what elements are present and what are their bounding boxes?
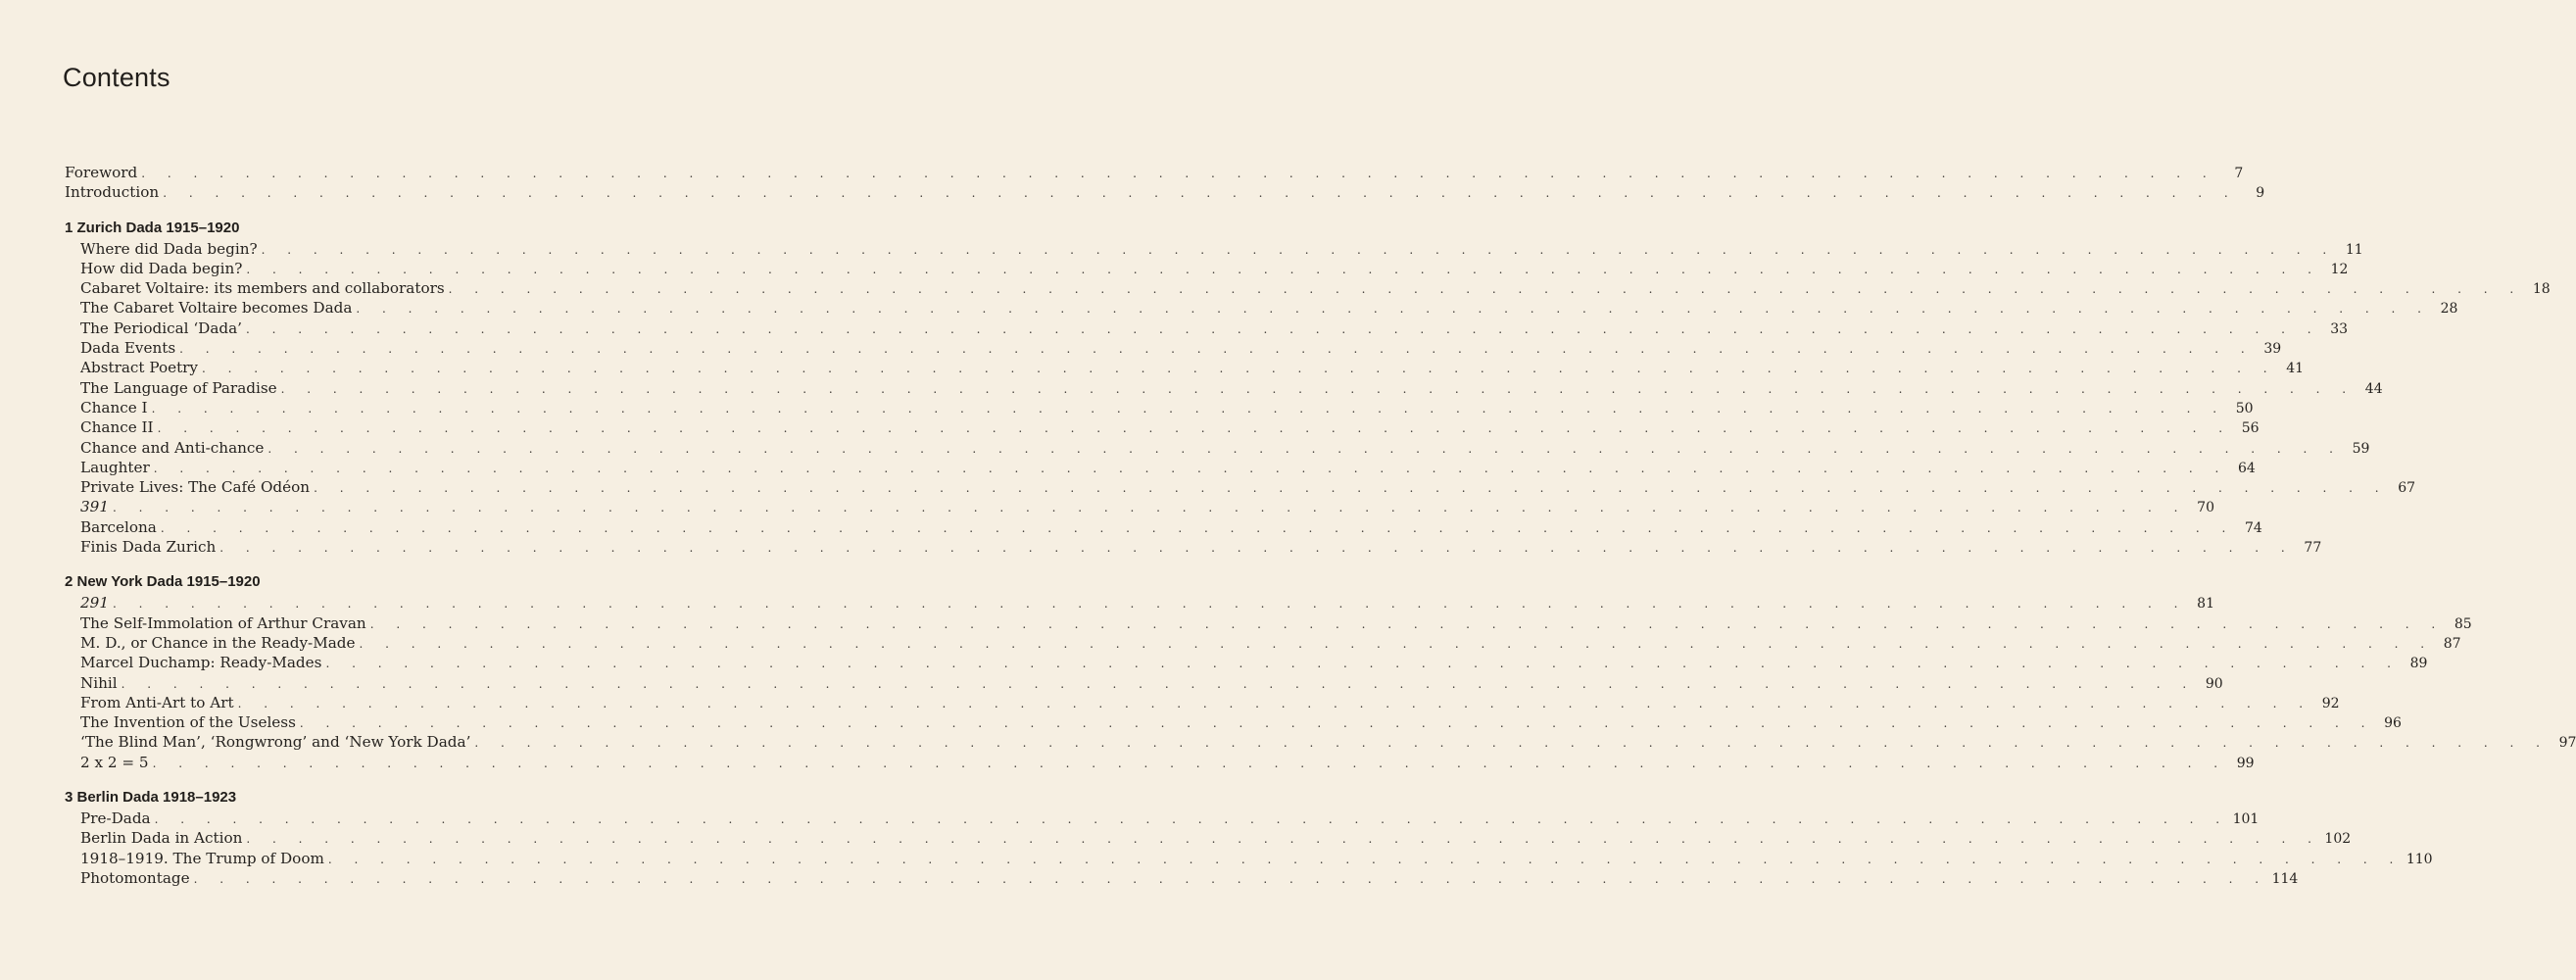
toc-entry-title: The Periodical ‘Dada’ (80, 318, 243, 337)
toc-page-number: 39 (2263, 341, 2282, 358)
dot-leader: . . . . . . . . . . . . . . . . . . . . . . . . . . . . . . . . . . . . . . . . . . . . . . . . . . . . . . . . . . . . . . . . . . . . . . . . . . . . . . . . (448, 282, 2523, 297)
toc-entry (65, 358, 2305, 377)
toc-entry-title: Cabaret Voltaire: its members and collaborators (80, 279, 445, 298)
dot-leader: . . . . . . . . . . . . . . . . . . . . . . . . . . . . . . . . . . . . . . . . . . . . . . . . . . . . . . . . . . . . . . . . . . . . . . . . . . . . . . . . (219, 541, 2295, 556)
toc-entry-title: Where did Dada begin? (80, 239, 258, 258)
dot-leader: . . . . . . . . . . . . . . . . . . . . . . . . . . . . . . . . . . . . . . . . . . . . . . . . . . . . . . . . . . . . . . . . . . . . . . . . . . . . . . . . (474, 736, 2550, 751)
toc-page-number: 9 (2256, 185, 2265, 202)
dot-leader: . . . . . . . . . . . . . . . . . . . . . . . . . . . . . . . . . . . . . . . . . . . . . . . . . . . . . . . . . . . . . . . . . . . . . . . . . . . . . . . . (267, 441, 2343, 456)
toc-page-number: 92 (2321, 695, 2340, 711)
toc-entry (65, 732, 2576, 752)
dot-leader: . . . . . . . . . . . . . . . . . . . . . . . . . . . . . . . . . . . . . . . . . . . . . . . . . . . . . . . . . . . . . . . . . . . . . . . . . . . . . . . . (280, 381, 2356, 396)
toc-entry-title: Berlin Dada in Action (80, 829, 243, 848)
dot-leader: . . . . . . . . . . . . . . . . . . . . . . . . . . . . . . . . . . . . . . . . . . . . . . . . . . . . . . . . . . . . . . . . . . . . . . . . . . . . . . . . (154, 812, 2229, 827)
toc-page-number: 70 (2197, 500, 2214, 516)
dot-leader: . . . . . . . . . . . . . . . . . . . . . . . . . . . . . . . . . . . . . . . . . . . . . . . . . . . . . . . . . . . . . . . . . . . . . . . . . . . . . . . . (314, 481, 2389, 496)
toc-entry (65, 517, 2262, 537)
toc-entry (65, 849, 2433, 868)
toc-page-number: 99 (2236, 755, 2255, 771)
toc-page-number: 56 (2241, 420, 2260, 437)
toc-page-number: 33 (2330, 320, 2349, 337)
dot-leader: . . . . . . . . . . . . . . . . . . . . . . . . . . . . . . . . . . . . . . . . . . . . . . . . . . . . . . . . . . . . . . . . . . . . . . . . . . . . . . . . (157, 421, 2232, 436)
dot-leader: . . . . . . . . . . . . . . . . . . . . . . . . . . . . . . . . . . . . . . . . . . . . . . . . . . . . . . . . . . . . . . . . . . . . . . . . . . . . . . . . (299, 716, 2374, 731)
toc-entry-title: How did Dada begin? (80, 259, 243, 277)
toc-entry (65, 693, 2340, 712)
toc-page-number: 87 (2443, 635, 2461, 652)
dot-leader: . . . . . . . . . . . . . . . . . . . . . . . . . . . . . . . . . . . . . . . . . . . . . . . . . . . . . . . . . . . . . . . . . . . . . . . . . . . . . . . . (163, 186, 2238, 201)
toc-page-number: 50 (2235, 400, 2254, 416)
toc-page-number: 114 (2271, 870, 2299, 887)
toc-entry (65, 633, 2461, 653)
toc-entry (65, 673, 2223, 693)
toc-page-number: 67 (2398, 480, 2416, 497)
section-heading: 3 Berlin Dada 1918–1923 (65, 789, 237, 807)
toc-page-number: 11 (2345, 241, 2363, 258)
dot-leader: . . . . . . . . . . . . . . . . . . . . . . . . . . . . . . . . . . . . . . . . . . . . . . . . . . . . . . . . . . . . . . . . . . . . . . . . . . . . . . . . (152, 756, 2227, 770)
toc-entry (65, 593, 2214, 612)
dot-leader: . . . . . . . . . . . . . . . . . . . . . . . . . . . . . . . . . . . . . . . . . . . . . . . . . . . . . . . . . . . . . . . . . . . . . . . . . . . . . . . . (160, 520, 2235, 535)
toc-entry (65, 808, 2260, 828)
toc-entry (65, 613, 2472, 633)
toc-entry (65, 398, 2254, 417)
toc-entry-title: Dada Events (80, 339, 176, 358)
toc-entry-title: The Invention of the Useless (80, 713, 296, 732)
toc-entry-title: Laughter (80, 458, 150, 476)
toc-entry (65, 259, 2349, 278)
toc-page-number: 28 (2440, 301, 2458, 318)
toc-entry-title: The Cabaret Voltaire becomes Dada (80, 299, 353, 318)
toc-entry-title: 2 x 2 = 5 (80, 753, 149, 771)
toc-page-number: 102 (2324, 831, 2352, 848)
toc-page-number: 7 (2234, 166, 2244, 181)
toc-entry-title: The Language of Paradise (80, 378, 277, 397)
dot-leader: . . . . . . . . . . . . . . . . . . . . . . . . . . . . . . . . . . . . . . . . . . . . . . . . . . . . . . . . . . . . . . . . . . . . . . . . . . . . . . . . (153, 461, 2228, 475)
table-of-contents (65, 163, 2576, 888)
dot-leader: . . . . . . . . . . . . . . . . . . . . . . . . . . . . . . . . . . . . . . . . . . . . . . . . . . . . . . . . . . . . . . . . . . . . . . . . . . . . . . . . (325, 657, 2401, 671)
toc-entry-title: From Anti-Art to Art (80, 693, 234, 711)
toc-entry (65, 712, 2402, 732)
dot-leader: . . . . . . . . . . . . . . . . . . . . . . . . . . . . . . . . . . . . . . . . . . . . . . . . . . . . . . . . . . . . . . . . . . . . . . . . . . . . . . . . (141, 167, 2216, 180)
toc-entry-title: Finis Dada Zurich (80, 538, 217, 557)
toc-entry-title: Chance I (80, 398, 148, 416)
toc-entry (65, 298, 2458, 318)
toc-page-number: 110 (2406, 851, 2433, 867)
toc-entry-title: Introduction (65, 183, 160, 202)
dot-leader: . . . . . . . . . . . . . . . . . . . . . . . . . . . . . . . . . . . . . . . . . . . . . . . . . . . . . . . . . . . . . . . . . . . . . . . . . . . . . . . . (237, 696, 2312, 710)
toc-page-number: 64 (2237, 460, 2256, 476)
toc-page-number: 81 (2197, 596, 2214, 612)
dot-leader: . . . . . . . . . . . . . . . . . . . . . . . . . . . . . . . . . . . . . . . . . . . . . . . . . . . . . . . . . . . . . . . . . . . . . . . . . . . . . . . . (113, 597, 2187, 612)
toc-entry (65, 753, 2255, 772)
toc-entry-title: Chance II (80, 418, 154, 437)
toc-entry-title: Marcel Duchamp: Ready-Mades (80, 654, 322, 672)
toc-entry (65, 438, 2370, 458)
toc-entry-title: 391 (80, 498, 109, 516)
toc-entry-title: The Self-Immolation of Arthur Cravan (80, 613, 366, 632)
toc-entry-title: Abstract Poetry (80, 359, 199, 377)
toc-entry (65, 338, 2282, 358)
toc-entry-title: Foreword (65, 164, 138, 181)
toc-entry-title: Nihil (80, 673, 118, 692)
dot-leader: . . . . . . . . . . . . . . . . . . . . . . . . . . . . . . . . . . . . . . . . . . . . . . . . . . . . . . . . . . . . . . . . . . . . . . . . . . . . . . . . (151, 401, 2226, 416)
dot-leader: . . . . . . . . . . . . . . . . . . . . . . . . . . . . . . . . . . . . . . . . . . . . . . . . . . . . . . . . . . . . . . . . . . . . . . . . . . . . . . . . (246, 832, 2321, 847)
dot-leader: . . . . . . . . . . . . . . . . . . . . . . . . . . . . . . . . . . . . . . . . . . . . . . . . . . . . . . . . . . . . . . . . . . . . . . . . . . . . . . . . (246, 321, 2321, 336)
toc-page-number: 89 (2409, 656, 2428, 672)
toc-entry-title: Barcelona (80, 517, 157, 536)
toc-entry (65, 537, 2322, 557)
toc-page-number: 77 (2304, 540, 2322, 557)
toc-entry-title: M. D., or Chance in the Ready-Made (80, 633, 356, 652)
toc-entry (65, 378, 2383, 398)
toc-page-number: 74 (2244, 519, 2262, 536)
toc-entry-title: 1918–1919. The Trump of Doom (80, 849, 324, 867)
toc-entry (65, 868, 2299, 888)
dot-leader: . . . . . . . . . . . . . . . . . . . . . . . . . . . . . . . . . . . . . . . . . . . . . . . . . . . . . . . . . . . . . . . . . . . . . . . . . . . . . . . . (356, 302, 2431, 317)
dot-leader: . . . . . . . . . . . . . . . . . . . . . . . . . . . . . . . . . . . . . . . . . . . . . . . . . . . . . . . . . . . . . . . . . . . . . . . . . . . . . . . . (369, 616, 2445, 631)
toc-entry-title: ‘The Blind Man’, ‘Rongwrong’ and ‘New York Dada’ (80, 733, 471, 752)
toc-page-number: 90 (2205, 675, 2223, 692)
dot-leader: . . . . . . . . . . . . . . . . . . . . . . . . . . . . . . . . . . . . . . . . . . . . . . . . . . . . . . . . . . . . . . . . . . . . . . . . . . . . . . . . (179, 342, 2255, 357)
dot-leader: . . . . . . . . . . . . . . . . . . . . . . . . . . . . . . . . . . . . . . . . . . . . . . . . . . . . . . . . . . . . . . . . . . . . . . . . . . . . . . . . (193, 871, 2268, 886)
toc-page-number: 59 (2352, 440, 2370, 457)
section-heading: 1 Zurich Dada 1915–1920 (65, 219, 240, 236)
dot-leader: . . . . . . . . . . . . . . . . . . . . . . . . . . . . . . . . . . . . . . . . . . . . . . . . . . . . . . . . . . . . . . . . . . . . . . . . . . . . . . . . (113, 501, 2187, 515)
toc-entry (65, 417, 2260, 437)
toc-entry (65, 163, 2244, 182)
toc-page-number: 96 (2384, 715, 2402, 732)
toc-entry (65, 653, 2428, 672)
toc-entry (65, 477, 2416, 497)
toc-entry-title: Chance and Anti-chance (80, 438, 265, 457)
section-heading: 2 New York Dada 1915–1920 (65, 573, 261, 591)
toc-entry (65, 497, 2214, 516)
toc-entry (65, 828, 2352, 848)
toc-entry (65, 239, 2363, 259)
dot-leader: . . . . . . . . . . . . . . . . . . . . . . . . . . . . . . . . . . . . . . . . . . . . . . . . . . . . . . . . . . . . . . . . . . . . . . . . . . . . . . . . (359, 636, 2434, 651)
toc-page-number: 101 (2232, 811, 2260, 828)
toc-entry (65, 458, 2256, 477)
toc-page-number: 18 (2532, 281, 2551, 298)
dot-leader: . . . . . . . . . . . . . . . . . . . . . . . . . . . . . . . . . . . . . . . . . . . . . . . . . . . . . . . . . . . . . . . . . . . . . . . . . . . . . . . . (246, 262, 2321, 276)
toc-entry-title: Private Lives: The Café Odéon (80, 478, 311, 497)
page-title: Contents (63, 63, 170, 92)
toc-page-number: 12 (2330, 261, 2349, 277)
toc-entry (65, 318, 2349, 338)
toc-entry (65, 182, 2265, 202)
toc-page-number: 41 (2286, 361, 2305, 377)
toc-entry-title: Pre-Dada (80, 809, 151, 828)
toc-page-number: 44 (2364, 380, 2383, 397)
dot-leader: . . . . . . . . . . . . . . . . . . . . . . . . . . . . . . . . . . . . . . . . . . . . . . . . . . . . . . . . . . . . . . . . . . . . . . . . . . . . . . . . (202, 362, 2277, 376)
toc-page-number: 85 (2454, 615, 2472, 632)
dot-leader: . . . . . . . . . . . . . . . . . . . . . . . . . . . . . . . . . . . . . . . . . . . . . . . . . . . . . . . . . . . . . . . . . . . . . . . . . . . . . . . . (121, 676, 2196, 691)
dot-leader: . . . . . . . . . . . . . . . . . . . . . . . . . . . . . . . . . . . . . . . . . . . . . . . . . . . . . . . . . . . . . . . . . . . . . . . . . . . . . . . . (261, 242, 2336, 257)
toc-page-number: 97 (2558, 735, 2576, 752)
toc-entry-title: Photomontage (80, 868, 190, 887)
toc-entry-title: 291 (80, 594, 109, 612)
dot-leader: . . . . . . . . . . . . . . . . . . . . . . . . . . . . . . . . . . . . . . . . . . . . . . . . . . . . . . . . . . . . . . . . . . . . . . . . . . . . . . . . (327, 852, 2403, 866)
toc-entry (65, 278, 2551, 298)
